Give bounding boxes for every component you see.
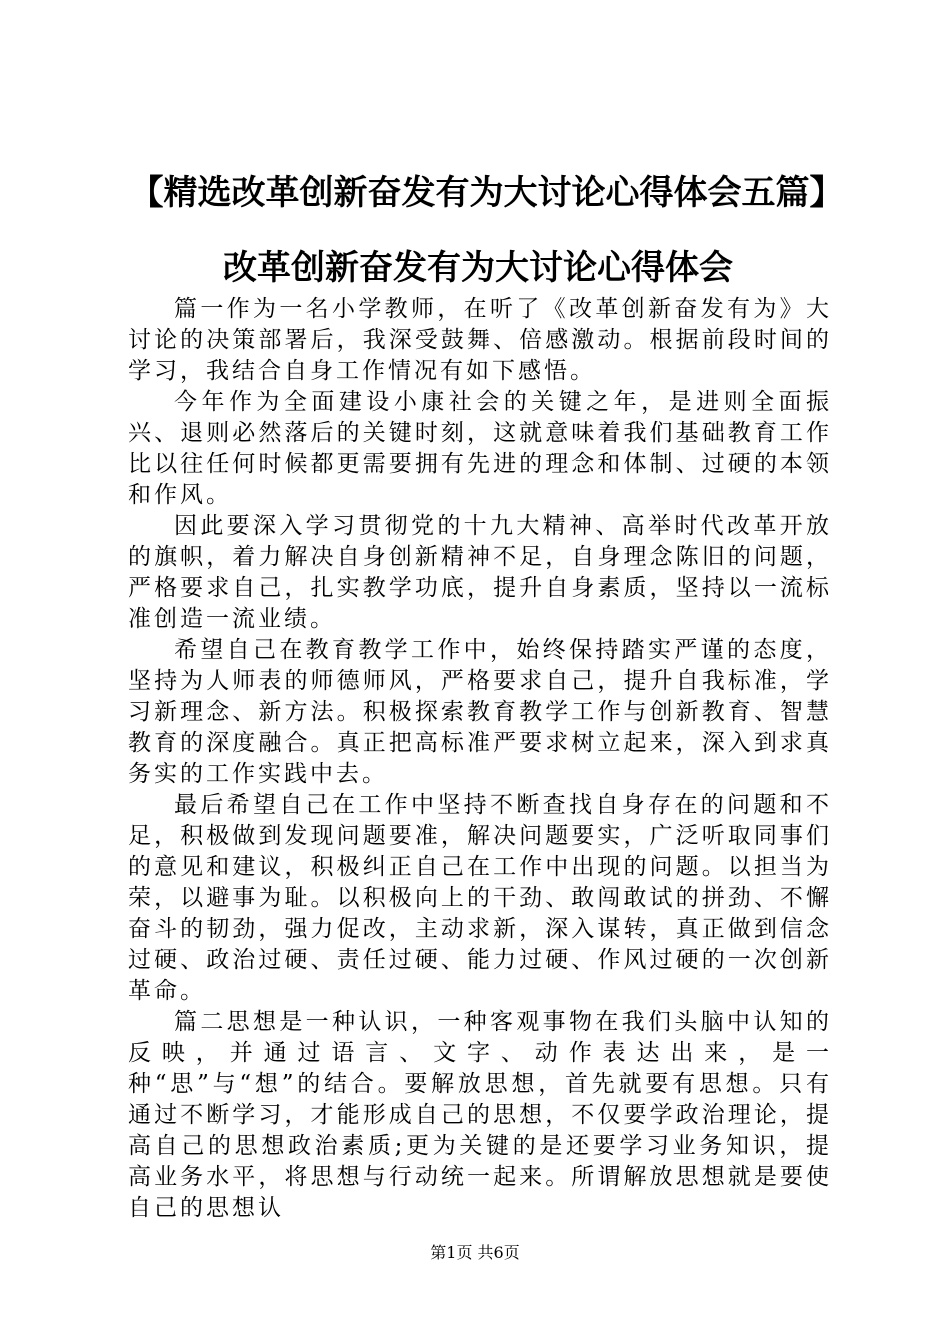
paragraph-5: 最后希望自己在工作中坚持不断查找自身存在的问题和不足，积极做到发现问题要准，解决问题要实，广泛听取同事们的意见和建议，积极纠正自己在工作中出现的问题。以担当为荣，以避事为耻。以积极向上的干劲、敢闯敢试的拼劲、不懈奋斗的韧劲，强力促改，主动求新，深入谋转，真正做到信念过硬、政治过硬、责任过硬、能力过硬、作风过硬的一次创新革命。 bbox=[128, 792, 832, 1004]
document-title: 【精选改革创新奋发有为大讨论心得体会五篇】改革创新奋发有为大讨论心得体会 bbox=[129, 173, 827, 288]
paragraph-2: 今年作为全面建设小康社会的关键之年，是进则全面振兴、退则必然落后的关键时刻，这就意味着我们基础教育工作比以往任何时候都更需要拥有先进的理念和体制、过硬的本领和作风。 bbox=[128, 389, 832, 508]
page-number-footer: 第1页 共6页 bbox=[430, 1243, 520, 1262]
paragraph-6: 篇二思想是一种认识，一种客观事物在我们头脑中认知的反映，并通过语言、文字、动作表达出来，是一种“思”与“想”的结合。要解放思想，首先就要有思想。只有通过不断学习，才能形成自己的思想，不仅要学政治理论，提高自己的思想政治素质;更为关键的是还要学习业务知识，提高业务水平，将思想与行动统一起来。所谓解放思想就是要使自己的思想认 bbox=[128, 1009, 832, 1221]
paragraph-3: 因此要深入学习贯彻党的十九大精神、高举时代改革开放的旗帜，着力解决自身创新精神不足，自身理念陈旧的问题，严格要求自己，扎实教学功底，提升自身素质，坚持以一流标准创造一流业绩。 bbox=[128, 513, 832, 632]
paragraph-4: 希望自己在教育教学工作中，始终保持踏实严谨的态度，坚持为人师表的师德师风，严格要求自己，提升自我标准，学习新理念、新方法。积极探索教育教学工作与创新教育、智慧教育的深度融合。真正把高标准严要求树立起来，深入到求真务实的工作实践中去。 bbox=[128, 637, 832, 787]
document-body bbox=[128, 294, 832, 1224]
paragraph-1: 篇一作为一名小学教师，在听了《改革创新奋发有为》大讨论的决策部署后，我深受鼓舞、倍感激动。根据前段时间的学习，我结合自身工作情况有如下感悟。 bbox=[128, 296, 832, 384]
